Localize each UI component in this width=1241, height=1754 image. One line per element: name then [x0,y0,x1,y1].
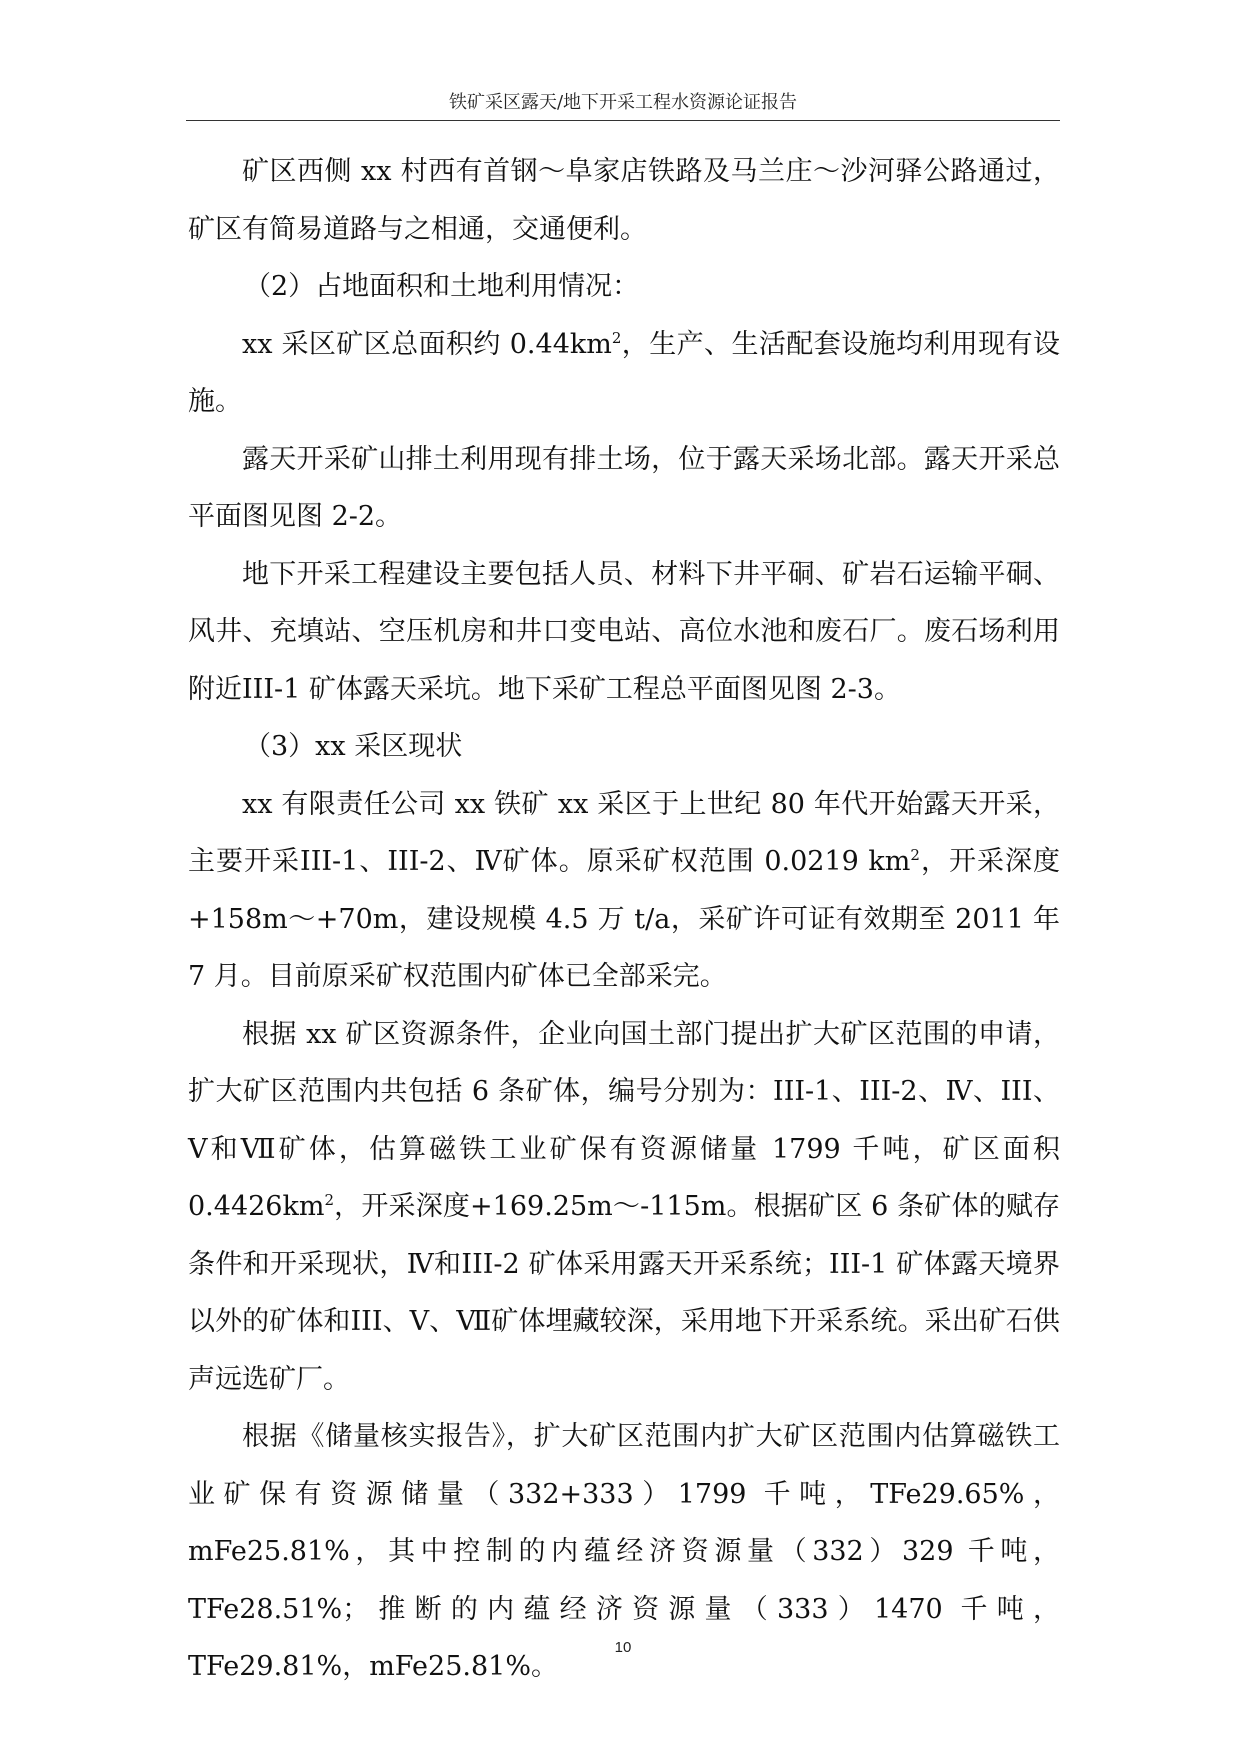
superscript: 2 [324,1191,334,1209]
running-header: 铁矿采区露天/地下开采工程水资源论证报告 [448,92,798,113]
paragraph-open-pit: 露天开采矿山排土利用现有排土场，位于露天采场北部。露天开采总平面图见图 2-2。 [188,443,1060,532]
paragraph-area [188,316,1060,431]
subheading-land-use: （2）占地面积和土地利用情况： [244,271,640,302]
subheading-status: （3）xx 采区现状 [244,731,463,762]
paragraph-underground: 地下开采工程建设主要包括人员、材料下井平硐、矿岩石运输平硐、风井、充填站、空压机房和井口变电站、高位水池和废石厂。废石场利用附近III-1 矿体露天采坑。地下采矿工程总平面图见图 2-3。 [188,558,1060,705]
paragraph-transport: 矿区西侧 xx 村西有首钢～阜家店铁路及马兰庄～沙河驿公路通过，矿区有简易道路与之相通，交通便利。 [188,156,1060,245]
paragraph-history-text-a: xx 有限责任公司 xx 铁矿 xx 采区于上世纪 80 年代开始露天开采，主要开采III-1、III-2、Ⅳ矿体。原采矿权范围 0.0219 km [188,788,1060,877]
paragraph-reserves: 根据《储量核实报告》，扩大矿区范围内扩大矿区范围内估算磁铁工业矿保有资源储量（332+333）1799 千吨，TFe29.65%，mFe25.81%，其中控制的内蕴经济资源量（332）329 千吨，TFe28.51%；推断的内蕴经济资源量（333）1470 千吨，TFe29.81%，mFe25.81%。 [188,1421,1060,1682]
superscript: 2 [910,846,920,864]
paragraph-expansion-text-b: ，开采深度+169.25m～-115m。根据矿区 6 条矿体的赋存条件和开采现状，Ⅳ和III-2 矿体采用露天开采系统；III-1 矿体露天境界以外的矿体和III、Ⅴ、Ⅶ矿体埋藏较深，采用地下开采系统。采出矿石供声远选矿厂。 [188,1191,1060,1395]
paragraph-expansion [188,1006,1060,1409]
paragraph-expansion-text-a: 根据 xx 矿区资源条件，企业向国土部门提出扩大矿区范围的申请，扩大矿区范围内共包括 6 条矿体，编号分别为：III-1、III-2、Ⅳ、III、Ⅴ和Ⅶ矿体，估算磁铁工业矿保有资源储量 1799 千吨，矿区面积 0.4426km [188,1018,1060,1222]
document-body [188,143,1060,1696]
paragraph-history-text-b: ，开采深度+158m～+70m，建设规模 4.5 万 t/a，采矿许可证有效期至 2011 年 7 月。目前原采矿权范围内矿体已全部采完。 [188,846,1061,992]
paragraph-history [188,776,1060,1006]
paragraph-area-text-b: ，生产、生活配套设施均利用现有设施。 [188,328,1061,417]
header-divider [186,120,1060,121]
superscript: 2 [611,328,622,347]
page-number: 10 [614,1639,632,1656]
paragraph-area-text-a: xx 采区矿区总面积约 0.44km [242,328,612,360]
